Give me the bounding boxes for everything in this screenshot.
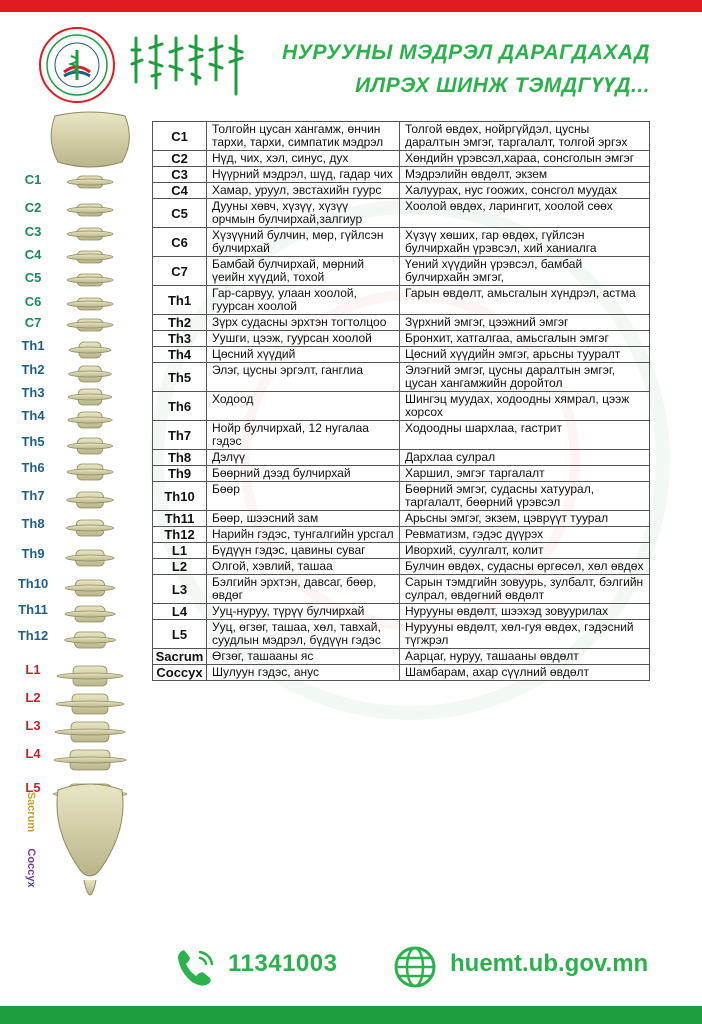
spine-label: Sacrum xyxy=(25,791,37,833)
segment-cell: Th12 xyxy=(153,527,207,543)
segment-cell: Coccyx xyxy=(153,665,207,681)
vertebra-process xyxy=(66,525,114,531)
spine-label: C5 xyxy=(24,270,42,285)
table-row xyxy=(153,527,650,543)
innervated-area-cell: Бамбай булчирхай, мөрний үеийн хүүдий, тохой xyxy=(207,257,400,286)
spine-column xyxy=(0,110,150,930)
symptom-cell: Аарцаг, нуруу, ташааны өвдөлт xyxy=(400,649,650,665)
vertebra-process xyxy=(68,394,112,400)
clinic-logo xyxy=(38,26,116,104)
spine-label: Th12 xyxy=(17,628,49,643)
symptom-cell: Бронхит, хатгалгаа, амьсгалын эмгэг xyxy=(400,331,650,347)
table-row xyxy=(153,331,650,347)
innervated-area-cell: Нүүрний мэдрэл, шүд, гадар чих xyxy=(207,167,400,183)
table-row xyxy=(153,257,650,286)
title-line-1: НУРУУНЫ МЭДРЭЛ ДАРАГДАХАД xyxy=(282,41,650,64)
vertebra-process xyxy=(67,277,113,283)
vertebra-process xyxy=(67,497,114,503)
segment-cell: L4 xyxy=(153,604,207,620)
table-row xyxy=(153,363,650,392)
innervated-area-cell: Ууц-нуруу, түрүү булчирхай xyxy=(207,604,400,620)
top-red-bar xyxy=(0,0,702,12)
table-row xyxy=(153,286,650,315)
segment-cell: C3 xyxy=(153,167,207,183)
table-row xyxy=(153,575,650,604)
segment-cell: C5 xyxy=(153,199,207,228)
vertebra-process xyxy=(66,555,114,561)
spine-label: L1 xyxy=(25,662,41,677)
table-row xyxy=(153,450,650,466)
symptom-cell: Сарын тэмдгийн зовуурь, зулбалт, бэлгийн сулрал, өвдөгний өвдөлт xyxy=(400,575,650,604)
innervated-area-cell: Өгзөг, ташааны яс xyxy=(207,649,400,665)
vertebra-process xyxy=(67,231,113,237)
spine-label: C6 xyxy=(24,294,42,309)
spine-label: Th4 xyxy=(21,408,45,423)
spine-label: C2 xyxy=(24,200,42,215)
table-row xyxy=(153,511,650,527)
segment-cell: Th7 xyxy=(153,421,207,450)
innervated-area-cell: Хүзүүний булчин, мөр, гүйлсэн булчирхай xyxy=(207,228,400,257)
segment-cell: C4 xyxy=(153,183,207,199)
spine-label: Th10 xyxy=(17,576,49,591)
spine-label: C7 xyxy=(24,315,42,330)
symptom-cell: Хоолой өвдөх, ларингит, хоолой сөөх xyxy=(400,199,650,228)
innervated-area-cell: Дэлүү xyxy=(207,450,400,466)
innervated-area-cell: Ходоод xyxy=(207,392,400,421)
innervated-area-cell: Нарийн гэдэс, тунгалгийн урсгал xyxy=(207,527,400,543)
innervated-area-cell: Цөсний хүүдий xyxy=(207,347,400,363)
symptom-cell: Мэдрэлийн өвдөлт, экзем xyxy=(400,167,650,183)
segment-cell: Th5 xyxy=(153,363,207,392)
table-row xyxy=(153,347,650,363)
table-row xyxy=(153,543,650,559)
symptom-cell: Цөсний хүүдийн эмгэг, арьсны тууралт xyxy=(400,347,650,363)
mongolian-script-logo xyxy=(128,30,248,100)
segment-cell: L3 xyxy=(153,575,207,604)
segment-cell: Th9 xyxy=(153,466,207,482)
innervated-area-cell: Бөөрний дээд булчирхай xyxy=(207,466,400,482)
segment-cell: Th11 xyxy=(153,511,207,527)
spine-label: L3 xyxy=(25,718,41,733)
segment-cell: Th1 xyxy=(153,286,207,315)
symptom-cell: Хүзүү хөших, гар өвдөх, гүйлсэн булчирхайн үрэвсэл, хий ханиалга xyxy=(400,228,650,257)
symptom-cell: Зүрхний эмгэг, цээжний эмгэг xyxy=(400,315,650,331)
vertebra-process xyxy=(69,347,111,353)
table-row xyxy=(153,183,650,199)
table-row xyxy=(153,421,650,450)
innervated-area-cell: Олгой, хэвлий, ташаа xyxy=(207,559,400,575)
page-title xyxy=(282,36,650,102)
table-row xyxy=(153,559,650,575)
website-link[interactable]: huemt.ub.gov.mn xyxy=(450,950,649,977)
segment-cell: L5 xyxy=(153,620,207,649)
segment-cell: Sacrum xyxy=(153,649,207,665)
table-row xyxy=(153,665,650,681)
spine-label: Th3 xyxy=(21,385,45,400)
spine-label: Th6 xyxy=(21,460,45,475)
table-row xyxy=(153,315,650,331)
table-row xyxy=(153,466,650,482)
innervated-area-cell: Уушги, цээж, гуурсан хоолой xyxy=(207,331,400,347)
table-row xyxy=(153,649,650,665)
vertebra-process xyxy=(65,637,116,643)
innervated-area-cell: Шулуун гэдэс, анус xyxy=(207,665,400,681)
table-row xyxy=(153,620,650,649)
innervated-area-cell: Нүд, чих, хэл, синус, дух xyxy=(207,151,400,167)
table-row xyxy=(153,482,650,511)
segment-cell: L2 xyxy=(153,559,207,575)
vertebra-process xyxy=(65,585,114,591)
nerve-symptom-table xyxy=(152,121,650,681)
vertebra-process xyxy=(67,443,112,449)
vertebra-process xyxy=(67,469,113,475)
table-row xyxy=(153,604,650,620)
segment-cell: C7 xyxy=(153,257,207,286)
symptom-cell: Ревматизм, гэдэс дүүрэх xyxy=(400,527,650,543)
table-row xyxy=(153,392,650,421)
symptom-cell: Ходоодны шархлаа, гастрит xyxy=(400,421,650,450)
spine-label: C1 xyxy=(24,172,42,187)
table-row xyxy=(153,228,650,257)
symptom-cell: Булчин өвдөх, судасны өргөсөл, хөл өвдөх xyxy=(400,559,650,575)
innervated-area-cell: Хамар, уруул, эвстахийн гуурс xyxy=(207,183,400,199)
bottom-green-bar xyxy=(0,1006,702,1024)
spine-label: Th1 xyxy=(21,338,45,353)
symptom-cell: Халуурах, нус гоожих, сонсгол муудах xyxy=(400,183,650,199)
phone-icon xyxy=(172,944,218,990)
spine-label: Coccyx xyxy=(25,848,37,888)
innervated-area-cell: Бүдүүн гэдэс, цавины суваг xyxy=(207,543,400,559)
spine-label: Th2 xyxy=(21,362,45,377)
table-row xyxy=(153,151,650,167)
title-line-2: ИЛРЭХ ШИНЖ ТЭМДГҮҮД... xyxy=(355,74,650,97)
innervated-area-cell: Бөөр xyxy=(207,482,400,511)
phone-number[interactable]: 11341003 xyxy=(228,950,338,977)
symptom-cell: Дархлаа сулрал xyxy=(400,450,650,466)
innervated-area-cell: Элэг, цусны эргэлт, ганглиа xyxy=(207,363,400,392)
vertebra-process xyxy=(67,322,113,328)
innervated-area-cell: Нойр булчирхай, 12 нугалаа гэдэс xyxy=(207,421,400,450)
symptom-cell: Элэгний эмгэг, цусны даралтын эмгэг, цусан хангамжийн доройтол xyxy=(400,363,650,392)
innervated-area-cell: Толгойн цусан хангамж, өнчин тархи, тархи, симпатик мэдрэл xyxy=(207,122,400,151)
innervated-area-cell: Бэлгийн эрхтэн, давсаг, бөөр, өвдөг xyxy=(207,575,400,604)
segment-cell: Th3 xyxy=(153,331,207,347)
spine-label: C3 xyxy=(24,224,42,239)
vertebra-process xyxy=(67,254,113,260)
spine-label: Th7 xyxy=(21,488,45,503)
globe-icon xyxy=(392,944,438,990)
segment-cell: C1 xyxy=(153,122,207,151)
innervated-area-cell: Ууц, өгзөг, ташаа, хөл, тавхай, суудлын мэдрэл, бүдүүн гэдэс xyxy=(207,620,400,649)
symptom-cell: Харшил, эмгэг таргалалт xyxy=(400,466,650,482)
symptom-cell: Арьсны эмгэг, экзем, цэврүүт туурал xyxy=(400,511,650,527)
innervated-area-cell: Гар-сарвуу, улаан хоолой, гуурсан хоолой xyxy=(207,286,400,315)
table-row xyxy=(153,167,650,183)
vertebra-process xyxy=(68,417,112,423)
symptom-cell: Шамбарам, ахар сүүлний өвдөлт xyxy=(400,665,650,681)
vertebra-process xyxy=(67,301,113,307)
spine-label: L2 xyxy=(25,690,41,705)
segment-cell: Th4 xyxy=(153,347,207,363)
innervated-area-cell: Дууны хөвч, хүзүү, хүзүү орчмын булчирхай,залгиур xyxy=(207,199,400,228)
spine-label: Th5 xyxy=(21,434,45,449)
symptom-cell: Нурууны өвдөлт, шээхэд зовуурилах xyxy=(400,604,650,620)
segment-cell: Th8 xyxy=(153,450,207,466)
segment-cell: Th6 xyxy=(153,392,207,421)
spine-label: Th8 xyxy=(21,516,45,531)
vertebra-process xyxy=(67,207,113,213)
symptom-cell: Гарын өвдөлт, амьсгалын хүндрэл, астма xyxy=(400,286,650,315)
symptom-cell: Хөндийн үрэвсэл,хараа, сонсголын эмгэг xyxy=(400,151,650,167)
spine-label: Th11 xyxy=(18,602,48,617)
spine-label: Th9 xyxy=(21,546,45,561)
segment-cell: L1 xyxy=(153,543,207,559)
segment-cell: C6 xyxy=(153,228,207,257)
vertebra-process xyxy=(65,611,115,617)
symptom-cell: Шингэц муудах, ходоодны хямрал, цээж хорсох xyxy=(400,392,650,421)
vertebra-process xyxy=(56,701,124,707)
vertebra-process xyxy=(67,179,113,185)
table-row xyxy=(153,122,650,151)
vertebra-process xyxy=(69,371,112,377)
innervated-area-cell: Бөөр, шээсний зам xyxy=(207,511,400,527)
spine-label: L4 xyxy=(25,746,41,761)
segment-cell: Th2 xyxy=(153,315,207,331)
segment-cell: Th10 xyxy=(153,482,207,511)
innervated-area-cell: Зүрх судасны эрхтэн тогтолцоо xyxy=(207,315,400,331)
symptom-cell: Иворхий, суулгалт, колит xyxy=(400,543,650,559)
vertebra-process xyxy=(57,673,123,679)
spine-label: C4 xyxy=(24,247,42,262)
symptom-cell: Үений хүүдийн үрэвсэл, бамбай булчирхайн эмгэг, xyxy=(400,257,650,286)
symptom-cell: Нурууны өвдөлт, хөл-гуя өвдөх, гэдэсний түгжрэл xyxy=(400,620,650,649)
symptom-cell: Толгой өвдөх, нойргүйдэл, цусны даралтын эмгэг, таргалалт, толгой эргэх xyxy=(400,122,650,151)
spine-label: L5 xyxy=(25,780,41,795)
symptom-cell: Бөөрний эмгэг, судасны хатуурал, таргалалт, бөөрний үрэвсэл xyxy=(400,482,650,511)
table-row xyxy=(153,199,650,228)
segment-cell: C2 xyxy=(153,151,207,167)
